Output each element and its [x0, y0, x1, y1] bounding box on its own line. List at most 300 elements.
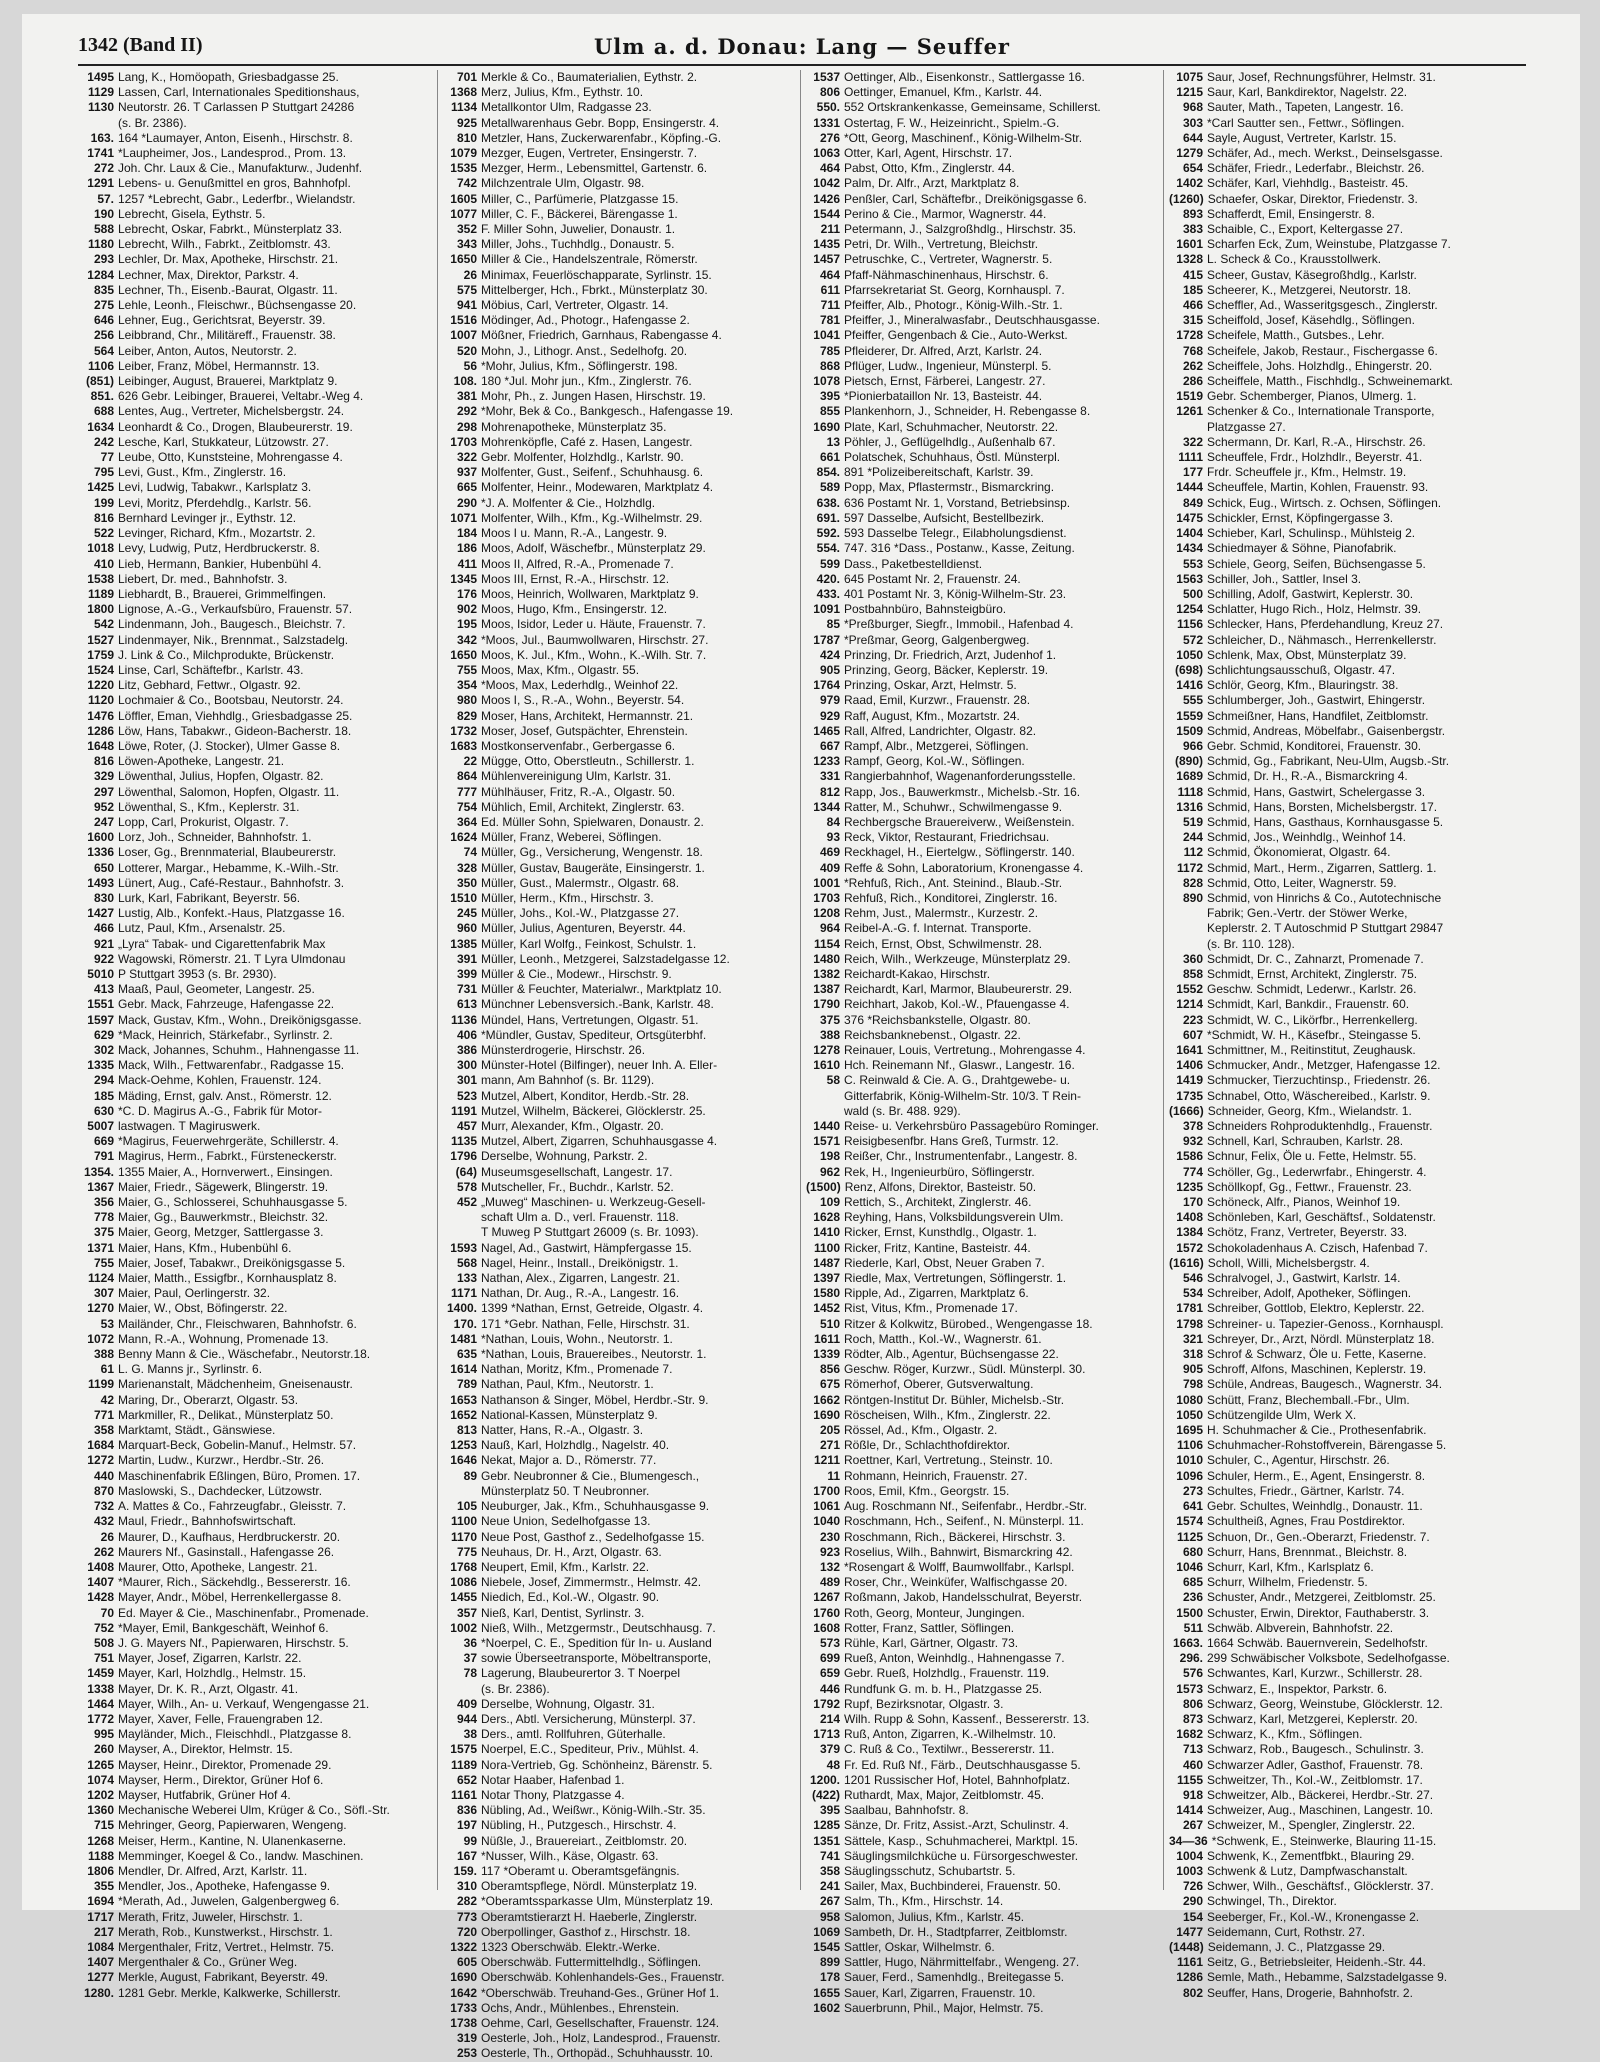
- directory-entry: [806, 1773, 1159, 1788]
- phone-number: 245: [456, 906, 477, 921]
- entry-text: Frdr. Scheuffele jr., Kfm., Helmstr. 19.: [1207, 465, 1407, 480]
- phone-number: 1100: [450, 1514, 477, 1529]
- entry-text: Liebert, Dr. med., Bahnhofstr. 3.: [118, 571, 288, 586]
- directory-entry: [443, 344, 796, 359]
- directory-entry: [443, 1666, 796, 1681]
- phone-number: 812: [819, 784, 840, 799]
- phone-number: 77: [100, 450, 114, 465]
- directory-entry: [1169, 815, 1522, 830]
- directory-entry: [80, 1393, 433, 1408]
- directory-entry: [443, 85, 796, 100]
- directory-entry: [443, 1058, 796, 1073]
- entry-text: Maslowski, S., Dachdecker, Lützowstr.: [118, 1483, 323, 1498]
- directory-entry: [80, 222, 433, 237]
- phone-number: 1440: [813, 1119, 840, 1134]
- entry-text: Schuhmacher-Rohstoffverein, Bärengasse 5.: [1207, 1438, 1447, 1453]
- entry-text: Plankenhorn, J., Schneider, H. Rebengasse 8.: [844, 404, 1091, 419]
- directory-entry: [806, 252, 1159, 267]
- phone-number: 37: [463, 1651, 477, 1666]
- entry-text: Mayer, Andr., Möbel, Herrenkellergasse 8.: [118, 1590, 342, 1605]
- directory-entry: [80, 785, 433, 800]
- directory-entry: [806, 1271, 1159, 1286]
- entry-text: Schuon, Dr., Gen.-Oberarzt, Friedenstr. 7.: [1207, 1529, 1430, 1544]
- directory-entry: [80, 1682, 433, 1697]
- directory-entry: [806, 602, 1159, 617]
- directory-entry: [1169, 420, 1522, 435]
- phone-number: 386: [456, 1043, 477, 1057]
- entry-text: Reinauer, Louis, Vertretung., Mohrengasse 4.: [844, 1043, 1086, 1057]
- phone-number: 1703: [450, 434, 477, 449]
- directory-entry: [80, 1910, 433, 1925]
- phone-number: 464: [819, 161, 840, 176]
- entry-text: Lutz, Paul, Kfm., Arsenalstr. 25.: [118, 921, 286, 936]
- phone-number: 711: [820, 298, 840, 313]
- phone-number: 1154: [813, 936, 840, 951]
- entry-text: Memminger, Koegel & Co., landw. Maschinen.: [118, 1848, 364, 1863]
- phone-number: 1286: [1176, 1970, 1203, 1985]
- entry-text: Schmid, Gg., Fabrikant, Neu-Ulm, Augsb.-Str.: [1207, 754, 1450, 769]
- entry-text: Reich, Ernst, Obst, Schwilmenstr. 28.: [844, 936, 1043, 951]
- phone-number: 1135: [450, 1134, 477, 1149]
- phone-number: 1078: [813, 374, 840, 389]
- directory-entry: [80, 359, 433, 374]
- phone-number: 1272: [87, 1453, 114, 1468]
- directory-entry: [80, 1089, 433, 1104]
- entry-text: Niedich, Ed., Kol.-W., Olgastr. 90.: [481, 1590, 660, 1605]
- directory-entry: [1169, 298, 1522, 313]
- entry-text: Pfeiffer, J., Mineralwasfabr., Deutschhausgasse.: [844, 313, 1100, 328]
- directory-entry: [806, 572, 1159, 587]
- entry-text: Notar Haaber, Hafenbad 1.: [481, 1772, 625, 1787]
- directory-entry: [806, 1986, 1159, 2001]
- directory-entry: [1169, 709, 1522, 724]
- directory-entry: [1169, 1818, 1522, 1833]
- entry-text: Schleicher, D., Nähmasch., Herrenkellerstr.: [1207, 632, 1437, 647]
- entry-text: Mayer, Karl, Holzhdlg., Helmstr. 15.: [118, 1666, 307, 1681]
- entry-text: Schmidt, Karl, Bankdir., Frauenstr. 60.: [1207, 997, 1410, 1012]
- directory-entry: [806, 982, 1159, 997]
- directory-entry: [80, 1499, 433, 1514]
- directory-entry: [443, 161, 796, 176]
- directory-entry: [806, 1575, 1159, 1590]
- entry-text: 299 Schwäbischer Volksbote, Sedelhofgasse.: [1207, 1651, 1450, 1666]
- entry-text: Leube, Otto, Kunststeine, Mohrengasse 4.: [118, 450, 343, 465]
- entry-text: Roselius, Wilh., Bahnwirt, Bismarckring 42.: [844, 1544, 1073, 1559]
- directory-entry: [443, 1195, 796, 1210]
- phone-number: 778: [93, 1210, 114, 1225]
- phone-number: 1653: [450, 1392, 477, 1407]
- entry-text: Nübling, H., Putzgesch., Hirschstr. 4.: [481, 1818, 677, 1833]
- entry-text: Schwenk & Lutz, Dampfwaschanstalt.: [1207, 1863, 1408, 1878]
- directory-entry: [1169, 1013, 1522, 1028]
- directory-entry: [1169, 876, 1522, 891]
- phone-number: (1500): [806, 1179, 841, 1194]
- directory-entry: [806, 1514, 1159, 1529]
- directory-entry: [443, 663, 796, 678]
- directory-entry: [806, 2001, 1159, 2016]
- phone-number: (890): [1174, 754, 1203, 769]
- directory-entry: [1169, 283, 1522, 298]
- phone-number: 1575: [450, 1742, 477, 1757]
- entry-text: Leibinger, August, Brauerei, Marktplatz 9.: [118, 374, 338, 389]
- phone-number: 1400.: [446, 1301, 477, 1316]
- phone-number: 755: [456, 662, 477, 677]
- phone-number: 1371: [87, 1240, 114, 1255]
- directory-entry: [806, 359, 1159, 374]
- phone-number: 1410: [813, 1225, 840, 1240]
- entry-text: Schaefer, Oskar, Direktor, Friedenstr. 3.: [1207, 191, 1418, 206]
- directory-entry: [80, 921, 433, 936]
- phone-number: 575: [456, 282, 477, 297]
- directory-entry: [443, 1165, 796, 1180]
- directory-entry: [1169, 1788, 1522, 1803]
- entry-text: Sambeth, Dr. H., Stadtpfarrer, Zeitblomstr.: [844, 1924, 1068, 1939]
- entry-text: Lang, K., Homöopath, Griesbadgasse 25.: [118, 70, 339, 84]
- phone-number: 680: [1182, 1544, 1203, 1559]
- phone-number: 1796: [450, 1149, 477, 1164]
- directory-entry: [1169, 480, 1522, 495]
- phone-number: 1200.: [809, 1772, 840, 1787]
- entry-text: Pabst, Otto, Kfm., Zinglerstr. 44.: [844, 161, 1015, 176]
- directory-entry: [1169, 557, 1522, 572]
- entry-text: Moser, Josef, Gutspächter, Ehrenstein.: [481, 723, 688, 738]
- directory-entry: [806, 1560, 1159, 1575]
- directory-entry: [806, 1089, 1159, 1104]
- phone-number: 1100: [813, 1240, 840, 1255]
- directory-entry: [806, 176, 1159, 191]
- directory-entry: [806, 1256, 1159, 1271]
- entry-text: Schützengilde Ulm, Werk X.: [1207, 1407, 1357, 1422]
- phone-number: 1191: [450, 1103, 477, 1118]
- phone-number: 1414: [1176, 1803, 1203, 1818]
- entry-text: Röscheisen, Wilh., Kfm., Zinglerstr. 22.: [844, 1407, 1051, 1422]
- entry-text: *Oberamtssparkasse Ulm, Münsterplatz 19.: [481, 1894, 714, 1909]
- phone-number: 1663.: [1172, 1635, 1203, 1650]
- entry-text: Neuburger, Jak., Kfm., Schuhhausgasse 9.: [481, 1499, 710, 1514]
- entry-text: Merkle, August, Fabrikant, Beyerstr. 49.: [118, 1970, 329, 1985]
- directory-entry: [1169, 602, 1522, 617]
- entry-text: Metallwarenhaus Gebr. Bopp, Ensingerstr. 4.: [481, 115, 720, 130]
- phone-number: 1354.: [83, 1164, 114, 1179]
- entry-text: Pietsch, Ernst, Färberei, Langestr. 27.: [844, 374, 1046, 389]
- directory-entry: [443, 1727, 796, 1742]
- entry-text: Löwenthal, Salomon, Hopfen, Olgastr. 11.: [118, 784, 340, 799]
- phone-number: 1339: [813, 1347, 840, 1362]
- entry-text: Schwantes, Karl, Kurzwr., Schillerstr. 28.: [1207, 1666, 1423, 1681]
- directory-entry: [80, 1590, 433, 1605]
- entry-text: Roos, Emil, Kfm., Georgstr. 15.: [844, 1483, 1010, 1498]
- entry-text: Fabrik; Gen.-Vertr. der Stöwer Werke,: [1207, 906, 1408, 921]
- phone-number: 26: [100, 1529, 114, 1544]
- phone-number: 13: [826, 434, 840, 449]
- entry-text: Derselbe, Wohnung, Olgastr. 31.: [481, 1696, 655, 1711]
- entry-text: Reich, Wilh., Werkzeuge, Münsterplatz 29.: [844, 951, 1071, 966]
- entry-text: Sauer, Karl, Zigarren, Frauenstr. 10.: [844, 1985, 1036, 2000]
- column-3: [800, 70, 1163, 2015]
- phone-number: 1050: [1176, 647, 1203, 662]
- directory-entry: [1169, 830, 1522, 845]
- entry-text: Schmid, Andreas, Möbelfabr., Gaisenbergstr.: [1207, 723, 1446, 738]
- entry-text: Noerpel, E.C., Spediteur, Priv., Mühlst. 4.: [481, 1742, 699, 1757]
- directory-entry: [443, 1210, 796, 1225]
- phone-number: 1452: [813, 1301, 840, 1316]
- directory-entry: [1169, 1910, 1522, 1925]
- directory-entry: [1169, 1484, 1522, 1499]
- entry-text: Levi, Moritz, Pferdehdlg., Karlstr. 56.: [118, 495, 312, 510]
- entry-text: Röntgen-Institut Dr. Bühler, Michelsb.-Str.: [844, 1392, 1065, 1407]
- directory-entry: [1169, 1028, 1522, 1043]
- directory-entry: [443, 1803, 796, 1818]
- entry-text: Schweizer, M., Spengler, Zinglerstr. 22.: [1207, 1818, 1416, 1833]
- directory-entry: [443, 1910, 796, 1925]
- entry-text: *Ott, Georg, Maschinenf., König-Wilhelm-Str.: [844, 130, 1083, 145]
- phone-number: 968: [1182, 100, 1203, 115]
- entry-text: *Merath, Ad., Juwelen, Galgenbergweg 6.: [118, 1894, 340, 1909]
- directory-entry: [443, 709, 796, 724]
- directory-entry: [443, 389, 796, 404]
- phone-number: 74: [463, 845, 477, 860]
- entry-text: *Rosengart & Wolff, Baumwollfabr., Karlspl.: [844, 1559, 1075, 1574]
- phone-number: 409: [819, 860, 840, 875]
- entry-text: Riederle, Karl, Obst, Neuer Graben 7.: [844, 1255, 1045, 1270]
- directory-entry: [443, 602, 796, 617]
- entry-text: Schwarz, E., Inspektor, Parkstr. 6.: [1207, 1681, 1388, 1696]
- entry-text: Mündel, Hans, Vertretungen, Olgastr. 51.: [481, 1012, 699, 1027]
- entry-text: Nekat, Major a. D., Römerstr. 77.: [481, 1453, 657, 1468]
- directory-entry: [1169, 845, 1522, 860]
- phone-number: 1286: [87, 723, 114, 738]
- entry-text: Scheiffele, Matth., Fischhdlg., Schweinemarkt.: [1207, 374, 1453, 389]
- phone-number: 112: [1183, 845, 1203, 860]
- phone-number: 960: [456, 921, 477, 936]
- entry-text: Lechler, Dr. Max, Apotheke, Hirschstr. 21.: [118, 252, 339, 267]
- directory-entry: [806, 1180, 1159, 1195]
- phone-number: 1180: [87, 237, 114, 252]
- directory-entry: [443, 1043, 796, 1058]
- phone-number: 1527: [87, 632, 114, 647]
- entry-text: Lebrecht, Oskar, Fabrkt., Münsterplatz 33.: [118, 222, 343, 237]
- entry-text: (s. Br. 110. 128).: [1207, 936, 1295, 951]
- phone-number: 868: [819, 358, 840, 373]
- phone-number: 775: [456, 1544, 477, 1559]
- phone-number: 413: [93, 982, 114, 997]
- directory-entry: [80, 1773, 433, 1788]
- directory-entry: [80, 1560, 433, 1575]
- directory-entry: [806, 1849, 1159, 1864]
- phone-number: 356: [93, 1195, 114, 1210]
- phone-number: 1360: [87, 1803, 114, 1818]
- directory-entry: [80, 937, 433, 952]
- phone-number: 1338: [87, 1681, 114, 1696]
- phone-number: 1253: [450, 1438, 477, 1453]
- directory-entry: [80, 1803, 433, 1818]
- phone-number: 1279: [1176, 146, 1203, 161]
- phone-number: 546: [1182, 1271, 1203, 1286]
- directory-entry: [806, 815, 1159, 830]
- entry-text: Schuler, C., Agentur, Hirschstr. 26.: [1207, 1453, 1390, 1468]
- entry-text: Schermann, Dr. Karl, R.-A., Hirschstr. 26.: [1207, 434, 1426, 449]
- phone-number: (1616): [1169, 1255, 1204, 1270]
- directory-entry: [80, 633, 433, 648]
- directory-entry: [806, 891, 1159, 906]
- entry-text: Minimax, Feuerlöschapparate, Syrlinstr. 15.: [481, 267, 712, 282]
- phone-number: 1004: [1176, 1848, 1203, 1863]
- phone-number: 1781: [1176, 1301, 1203, 1316]
- phone-number: 1211: [813, 1453, 840, 1468]
- entry-text: *Mayer, Emil, Bankgeschäft, Weinhof 6.: [118, 1620, 329, 1635]
- entry-text: Murr, Alexander, Kfm., Olgastr. 20.: [481, 1119, 664, 1134]
- entry-text: Petruschke, C., Vertreter, Wagnerstr. 5.: [844, 252, 1053, 267]
- directory-entry: [80, 1925, 433, 1940]
- directory-entry: [806, 1301, 1159, 1316]
- directory-entry: [1169, 1651, 1522, 1666]
- entry-text: Moos, Adolf, Wäschefbr., Münsterplatz 29.: [481, 541, 706, 556]
- directory-entry: [443, 1970, 796, 1985]
- entry-text: Mayser, A., Direktor, Helmstr. 15.: [118, 1742, 293, 1757]
- phone-number: 93: [826, 830, 840, 845]
- entry-text: Sättele, Kasp., Schuhmacherei, Marktpl. 15.: [844, 1833, 1079, 1848]
- phone-number: 1120: [87, 693, 114, 708]
- directory-entry: [1169, 1089, 1522, 1104]
- directory-entry: [443, 1894, 796, 1909]
- phone-number: 1738: [450, 2016, 477, 2030]
- directory-entry: [443, 572, 796, 587]
- phone-number: 410: [93, 556, 114, 571]
- directory-entry: [806, 541, 1159, 556]
- directory-entry: [1169, 997, 1522, 1012]
- entry-text: Schenker & Co., Internationale Transporte,: [1207, 404, 1435, 419]
- phone-number: 923: [819, 1544, 840, 1559]
- directory-entry: [806, 1119, 1159, 1134]
- entry-text: Lieb, Hermann, Bankier, Hubenbühl 4.: [118, 556, 322, 571]
- directory-entry: [1169, 1803, 1522, 1818]
- directory-entry: [80, 830, 433, 845]
- phone-number: 1284: [87, 267, 114, 282]
- directory-entry: [80, 328, 433, 343]
- entry-text: *Preßmar, Georg, Galgenbergweg.: [844, 632, 1030, 647]
- phone-number: 253: [456, 2046, 477, 2061]
- entry-text: Ruthardt, Max, Major, Zeitblomstr. 45.: [844, 1787, 1045, 1802]
- phone-number: 1268: [87, 1833, 114, 1848]
- directory-entry: [443, 739, 796, 754]
- entry-text: Moos III, Ernst, R.-A., Hirschstr. 12.: [481, 571, 670, 586]
- phone-number: 1713: [813, 1727, 840, 1742]
- phone-number: 542: [93, 617, 114, 632]
- directory-entry: [443, 1347, 796, 1362]
- phone-number: 185: [1182, 282, 1203, 297]
- phone-number: 267: [819, 1894, 840, 1909]
- phone-number: 899: [819, 1955, 840, 1970]
- phone-number: 286: [1182, 374, 1203, 389]
- directory-entry: [80, 587, 433, 602]
- phone-number: 742: [456, 176, 477, 191]
- entry-text: 1257 *Lebrecht, Gabr., Lederfbr., Wielandstr.: [118, 191, 356, 206]
- phone-number: 520: [456, 343, 477, 358]
- directory-entry: [80, 1484, 433, 1499]
- entry-text: 1281 Gebr. Merkle, Kalkwerke, Schillerstr.: [118, 1985, 341, 2000]
- phone-number: 1624: [450, 830, 477, 845]
- entry-text: Leiber, Franz, Möbel, Hermannstr. 13.: [118, 358, 320, 373]
- entry-text: Schmid, Hans, Borsten, Michelsbergstr. 17.: [1207, 799, 1438, 814]
- directory-entry: [443, 176, 796, 191]
- entry-text: Oberamtstierarzt H. Haeberle, Zinglerstr.: [481, 1909, 698, 1924]
- directory-entry: [80, 739, 433, 754]
- phone-number: 1189: [87, 586, 114, 601]
- phone-number: 1551: [87, 997, 114, 1012]
- phone-number: 652: [456, 1772, 477, 1787]
- phone-number: 599: [819, 556, 840, 571]
- phone-number: 1455: [450, 1590, 477, 1605]
- phone-number: 211: [820, 222, 840, 237]
- directory-entry: [1169, 1682, 1522, 1697]
- directory-entry: [1169, 1180, 1522, 1195]
- phone-number: 802: [1182, 1985, 1203, 2000]
- phone-number: 1682: [1176, 1727, 1203, 1742]
- phone-number: 352: [456, 222, 477, 237]
- phone-number: 937: [456, 465, 477, 480]
- phone-number: 1042: [813, 176, 840, 191]
- phone-number: 669: [93, 1134, 114, 1149]
- phone-number: 1652: [450, 1407, 477, 1422]
- entry-text: Rundfunk G. m. b. H., Platzgasse 25.: [844, 1681, 1043, 1696]
- entry-text: Schwingel, Th., Direktor.: [1207, 1894, 1337, 1909]
- phone-number: 1270: [87, 1301, 114, 1316]
- directory-entry: [1169, 1879, 1522, 1894]
- directory-entry: [1169, 344, 1522, 359]
- directory-entry: [80, 1818, 433, 1833]
- directory-entry: [1169, 541, 1522, 556]
- entry-text: Schmid, Hans, Gastwirt, Schelergasse 3.: [1207, 784, 1426, 799]
- entry-text: mann, Am Bahnhof (s. Br. 1129).: [481, 1073, 655, 1088]
- phone-number: 176: [456, 586, 477, 601]
- entry-text: Schreyer, Dr., Arzt, Nördl. Münsterplatz 18.: [1207, 1331, 1435, 1346]
- directory-entry: [806, 1408, 1159, 1423]
- entry-text: Schütt, Franz, Blechemball.-Fbr., Ulm.: [1207, 1392, 1410, 1407]
- phone-number: 1477: [1176, 1924, 1203, 1939]
- entry-text: Schlumberger, Joh., Gastwirt, Ehingerstr.: [1207, 693, 1426, 708]
- directory-entry: [806, 617, 1159, 632]
- directory-entry: [443, 480, 796, 495]
- directory-entry: [806, 1195, 1159, 1210]
- phone-number: 1648: [87, 738, 114, 753]
- phone-number: 902: [456, 602, 477, 617]
- entry-text: 164 *Laumayer, Anton, Eisenh., Hirschstr. 8.: [118, 130, 353, 145]
- directory-entry: [443, 1499, 796, 1514]
- phone-number: 1291: [87, 176, 114, 191]
- entry-text: *Oberschwäb. Treuhand-Ges., Grüner Hof 1.: [481, 1985, 720, 2000]
- entry-text: Meiser, Herm., Kantine, N. Ulanenkaserne.: [118, 1833, 347, 1848]
- directory-entry: [443, 1621, 796, 1636]
- directory-entry: [80, 1849, 433, 1864]
- directory-entry: [806, 283, 1159, 298]
- entry-text: Schultheiß, Agnes, Frau Postdirektor.: [1207, 1514, 1406, 1529]
- entry-text: Oberschwäb. Kohlenhandels-Ges., Frauenstr.: [481, 1970, 725, 1985]
- entry-text: Nora-Vertrieb, Gg. Schönheinz, Bärenstr. 5.: [481, 1757, 713, 1772]
- phone-number: 1759: [87, 647, 114, 662]
- entry-text: Miller, Johs., Tuchhdlg., Donaustr. 5.: [481, 237, 675, 252]
- phone-number: 589: [819, 480, 840, 495]
- phone-number: 500: [1182, 586, 1203, 601]
- phone-number: 564: [93, 343, 114, 358]
- entry-text: Geschw. Röger, Kurzwr., Südl. Münsterpl. 30.: [844, 1362, 1086, 1377]
- directory-entry: [806, 557, 1159, 572]
- directory-entry: [80, 845, 433, 860]
- phone-number: 613: [456, 997, 477, 1012]
- phone-number: 89: [463, 1468, 477, 1483]
- entry-text: Ripple, Ad., Zigarren, Marktplatz 6.: [844, 1286, 1029, 1301]
- entry-text: Mohr, Ph., z. Jungen Hasen, Hirschstr. 19.: [481, 389, 706, 404]
- phone-number: 99: [463, 1833, 477, 1848]
